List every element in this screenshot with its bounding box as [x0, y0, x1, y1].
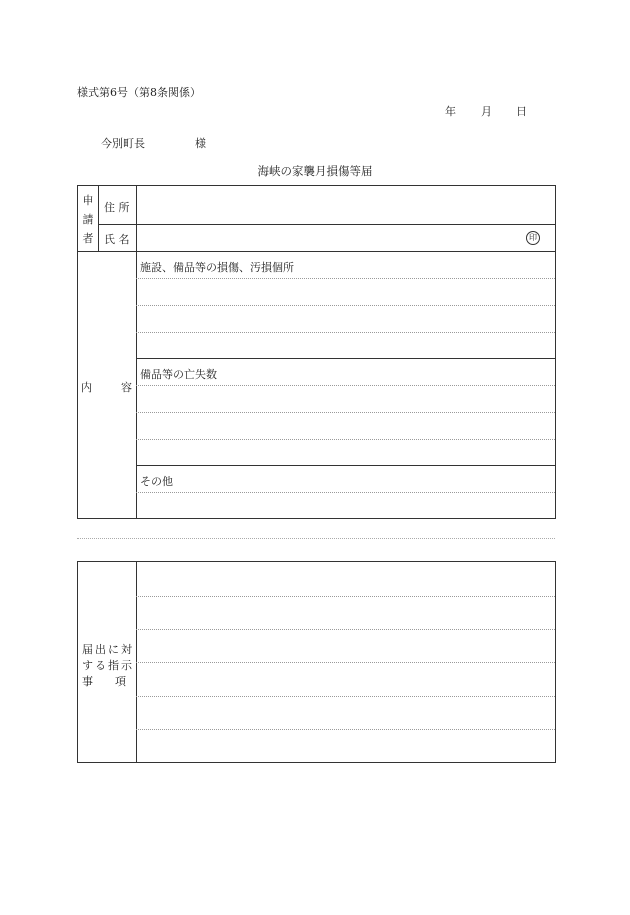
addressee-name: 今別町長 [101, 137, 145, 150]
application-table [77, 185, 556, 519]
loss-dotted-line-3 [136, 439, 555, 440]
applicant-label-char-1: 申 [82, 194, 94, 207]
applicant-bottom-border [78, 251, 555, 252]
damage-dotted-line-1 [136, 278, 555, 279]
content-label-left: 内 [81, 381, 92, 394]
instructions-label-line-1: 届出に対 [82, 643, 134, 656]
loss-dotted-line-2 [136, 412, 555, 413]
instructions-dotted-line-2 [136, 629, 555, 630]
section-divider-2 [136, 465, 555, 466]
date-month-label: 月 [481, 105, 492, 118]
section-divider-1 [136, 358, 555, 359]
instructions-dotted-line-5 [136, 729, 555, 730]
loss-section-label: 備品等の亡失数 [140, 368, 217, 381]
addressee-honorific: 様 [195, 137, 206, 150]
damage-dotted-line-2 [136, 305, 555, 306]
damage-section-label: 施設、備品等の損傷、汚損個所 [140, 261, 294, 274]
other-dotted-line-1 [136, 492, 555, 493]
date-day-label: 日 [516, 105, 527, 118]
loss-dotted-line-1 [136, 385, 555, 386]
damage-dotted-line-3 [136, 332, 555, 333]
applicant-label-char-2: 請 [82, 213, 94, 226]
seal-mark: 印 [526, 231, 540, 245]
instructions-label-line-2: する指示 [82, 659, 134, 672]
date-year-label: 年 [445, 105, 456, 118]
address-label: 住 所 [104, 201, 130, 214]
instructions-dotted-line-3 [136, 662, 555, 663]
instructions-dotted-line-4 [136, 696, 555, 697]
document-title: 海峡の家襲月損傷等届 [257, 164, 373, 178]
instructions-label-line-3: 事 項 [82, 675, 126, 688]
applicant-label-char-3: 者 [82, 232, 94, 245]
applicant-row-divider [98, 224, 555, 225]
name-label: 氏 名 [104, 233, 130, 246]
instructions-dotted-line-1 [136, 596, 555, 597]
instructions-table [77, 561, 556, 763]
applicant-label-divider [98, 186, 99, 251]
form-number: 様式第6号（第8条関係） [77, 86, 201, 99]
main-column-divider [136, 186, 137, 518]
other-section-label: その他 [140, 475, 173, 488]
cut-separator-line [77, 538, 555, 539]
content-label-right: 容 [121, 381, 132, 394]
